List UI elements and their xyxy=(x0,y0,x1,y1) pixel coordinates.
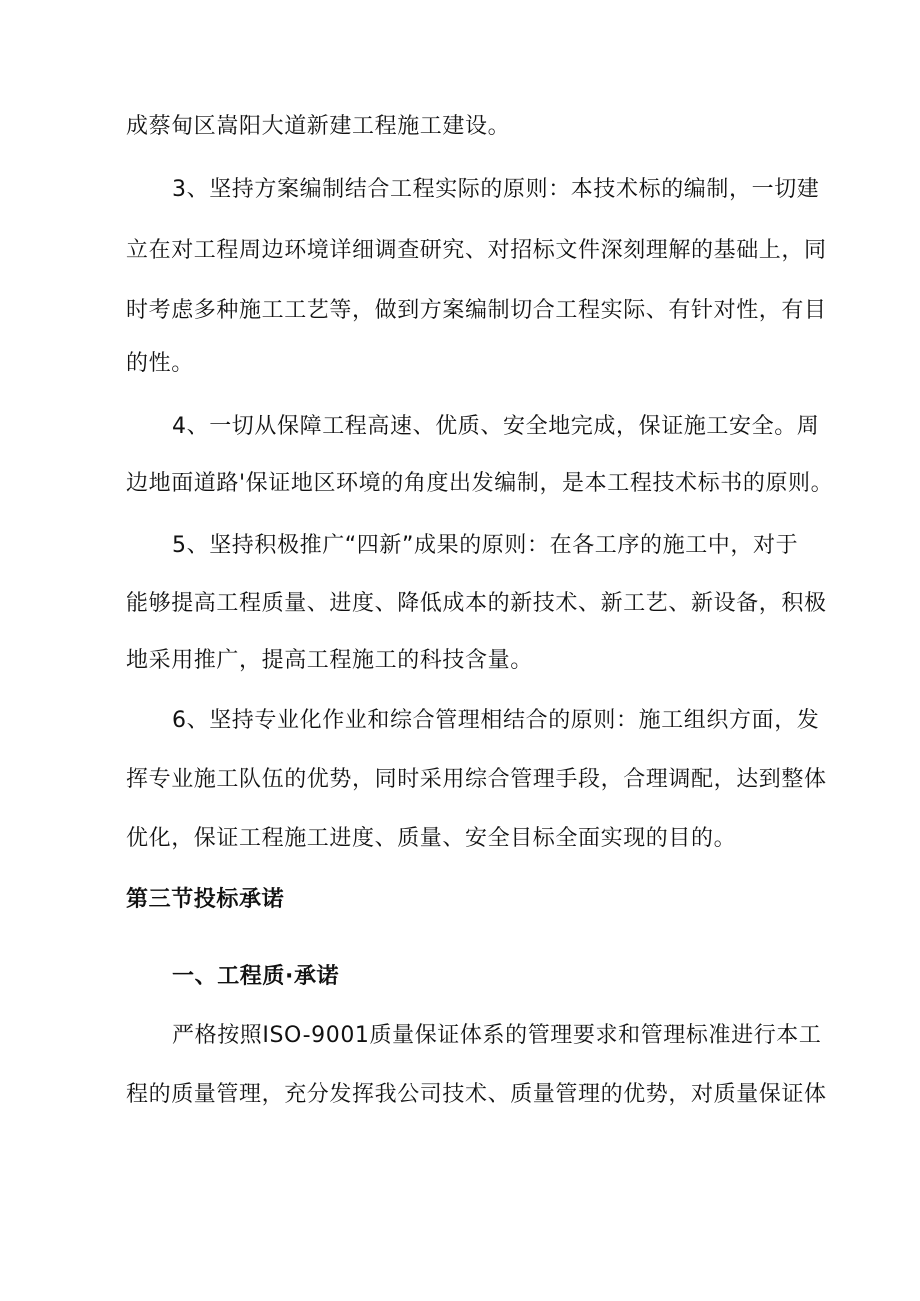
paragraph-line: 程的质量管理，充分发挥我公司技术、质量管理的优势，对质量保证体 xyxy=(126,1082,827,1107)
paragraph-line: 严格按照ISO-9001质量保证体系的管理要求和管理标准进行本工 xyxy=(172,1023,822,1048)
paragraph-line: 挥专业施工队伍的优势，同时采用综合管理手段，合理调配，达到整体 xyxy=(126,767,827,792)
paragraph-line: 能够提高工程质量、进度、降低成本的新技术、新工艺、新设备，积极 xyxy=(126,591,827,616)
paragraph-line: 4、一切从保障工程高速、优质、安全地完成，保证施工安全。周 xyxy=(172,414,820,439)
paragraph-line: 6、坚持专业化作业和综合管理相结合的原则：施工组织方面，发 xyxy=(172,708,820,733)
paragraph-line: 立在对工程周边环境详细调查研究、对招标文件深刻理解的基础上，同 xyxy=(126,238,827,263)
paragraph-line: 的性。 xyxy=(126,351,194,376)
section-title: 第三节投标承诺 xyxy=(126,887,285,912)
paragraph-line: 地采用推广，提高工程施工的科技含量。 xyxy=(126,648,533,673)
paragraph-line: 时考虑多种施工工艺等，做到方案编制切合工程实际、有针对性，有目 xyxy=(126,298,827,323)
paragraph-line: 优化，保证工程施工进度、质量、安全目标全面实现的目的。 xyxy=(126,826,737,851)
subsection-title: 一、工程质·承诺 xyxy=(172,964,340,989)
paragraph-line: 3、坚持方案编制结合工程实际的原则：本技术标的编制，一切建 xyxy=(172,177,820,202)
paragraph-line: 成蔡甸区嵩阳大道新建工程施工建设。 xyxy=(126,114,511,139)
paragraph-line: 5、坚持积极推广“四新”成果的原则：在各工序的施工中，对于 xyxy=(172,533,799,558)
paragraph-line: 边地面道路'保证地区环境的角度出发编制，是本工程技术标书的原则。 xyxy=(126,471,834,496)
